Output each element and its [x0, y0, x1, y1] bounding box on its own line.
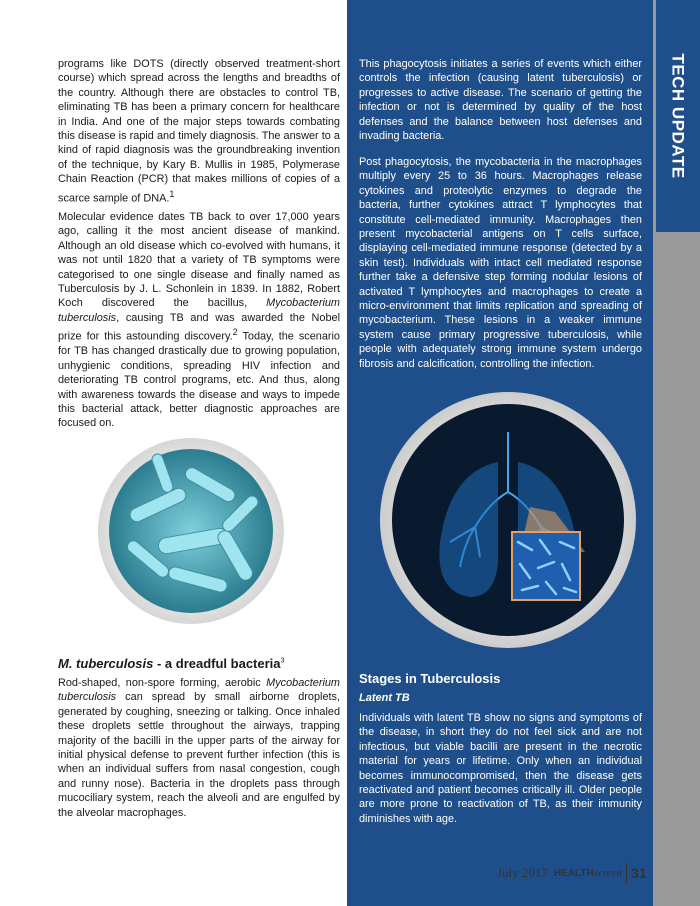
section-tab — [656, 0, 700, 232]
page-number: 31 — [631, 865, 647, 881]
bacteria-illustration-frame — [98, 438, 284, 624]
page-footer — [497, 862, 647, 884]
right-paragraph-3: Individuals with latent TB show no signs and symptoms of the disease, in short they do not feel sick and are not infectious, but viable bacilli are present in the necrotic material for years or lifetime. Only when an individual becomes immunocompromised, then the disease gets reactivated and patient becomes critically ill. Older people are more prone to reactivation of TB, as their immunity diminishes with age. — [359, 712, 642, 825]
section-tab-label: TECH UPDATE — [669, 53, 689, 179]
issue-date: July 2017 — [497, 865, 548, 880]
left-paragraph-1: programs like DOTS (directly observed treatment-short course) which spread across the lengths and breadths of the country. Although there are obstacles to control TB, eliminating TB has been a primary concern for healthcare in India. And one of the major steps towards combating this disease is rapid and timely diagnosis. The answer to a kind of rapid diagnosis was the groundbreaking invention of the technique, by Kary B. Mullis in 1985, Polymerase Chain Reaction (PCR) that makes millions of copies of a scarce sample of DNA.$^1$ — [58, 58, 340, 205]
left-paragraph-3: Rod-shaped, non-spore forming, aerobic Mycobacterium tuberculosis can spread by small airborne droplets, generated by coughing, sneezing or talking. Once inhaled these droplets settle throughout the airways, trapping majority of the bacilli in the upper parts of the airway for initial physical defense to prevent further infection (this is when an individual suffers from nasal congestion, cough and runny nose). Bacteria in the droplets pass through mucociliary system, reach the alveoli and are engulfed by the alveolar macrophages. — [58, 677, 340, 819]
left-heading: M. tuberculosis - a dreadful bacteria$^3$ — [58, 656, 285, 671]
bacteria-illustration — [98, 438, 284, 624]
right-subheading: Latent TB — [359, 692, 410, 704]
right-paragraph-1: This phagocytosis initiates a series of events which either controls the infection (causing latent tuberculosis) or progresses to active disease. The scenario of getting the infection or not is determined by quality of the host defenses and the balance between host defenses and invading bacteria. — [359, 58, 642, 143]
lungs-illustration-frame — [380, 392, 636, 648]
magazine-logo: HEALTHscreen — [553, 867, 623, 879]
lungs-illustration — [380, 392, 636, 648]
right-paragraph-2: Post phagocytosis, the mycobacteria in the macrophages multiply every 25 to 36 hours. Macrophages release cytokines and proteolytic enzymes to degrade the bacteria, further cytokines attract T lymphocytes that constitute cell-mediated immunity. Macrophages then present mycobacterial antigens on T cells surface, displaying cell-mediated immune response (detected by a skin test). Individuals with intact cell mediated response further take a defensive step forming nodular lesions of activated T lymphocytes and macrophages to create a micro-environment that limits replication and spreading of mycobacterium. These lesions in a weaker immune system cause primary progressive tuberculosis, while people with adequately strong immune system undergo fibrosis and calcification, controlling the infection. — [359, 156, 642, 370]
footer-divider — [626, 863, 627, 883]
right-heading: Stages in Tuberculosis — [359, 671, 501, 686]
left-paragraph-2: Molecular evidence dates TB back to over 17,000 years ago, calling it the most ancient disease of mankind. Although an old disease which co-evolved with humans, it was not until 1820 that a variety of TB symptoms were categorised to one single disease and finally named as Tuberculosis by J. L. Schonlein in 1839. In 1882, Robert Koch discovered the bacillus, Mycobacterium tuberculosis, causing TB and was awarded the Nobel prize for this astounding discovery.$^2$ Today, the scenario for TB has changed drastically due to growing population, unhygienic conditions, spreading HIV infection and deteriorating TB control programs, etc. And thus, along with awareness towards the disease and ways to impede this bacterial attack, better diagnostic approaches are focused on. — [58, 211, 340, 430]
